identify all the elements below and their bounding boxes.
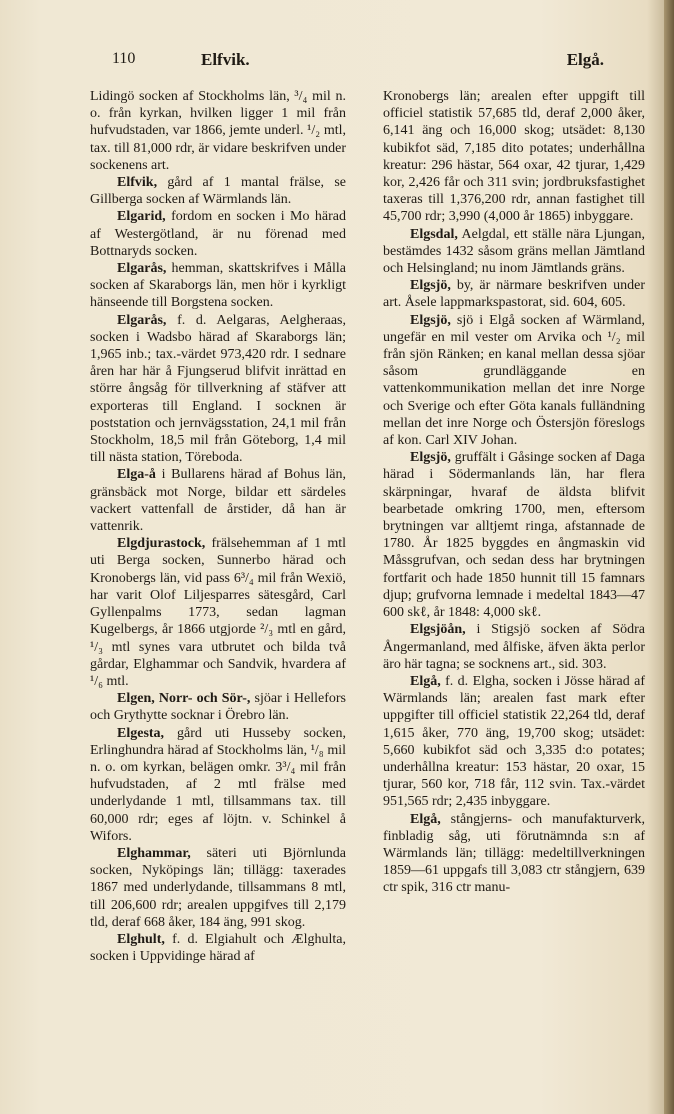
entry: Elgen, Norr- och Sör-, sjöar i Hellefors och Grythytte socknar i Örebro län.: [90, 691, 346, 724]
entry: Elgesta, gård uti Husseby socken, Erlinghundra härad af Stockholms län, ¹/₈ mil n. o. om kyrkan, belägen omkr. 3³/₄ mil från hufvudstaden, af 2 mtl frälse med underlydande 1 mtl, tillsammans tax. till 60,000 rdr; eges af löjtn. v. Schinkel å Wifors.: [90, 725, 346, 844]
left-column: [90, 88, 346, 965]
entry: Elgsjö, by, är närmare beskrifven under art. Åsele lappmarkspastorat, sid. 604, 605.: [383, 278, 645, 311]
entry: Elgsjö, sjö i Elgå socken af Wärmland, ungefär en mil vester om Arvika och ¹/₂ mil från sjön Ränken; en kanal mellan dessa sjöar såsom grundläggande en vattenkommunikation mellan det inre Norge och Sverige och efter Göta kanals fulländning mellan det inre Norge och Östersjön föreslogs af kon. Carl XIV Johan.: [383, 312, 645, 449]
entry: Elgarås, f. d. Aelgaras, Aelgheraas, socken i Wadsbo härad af Skaraborgs län; 1,965 inb.; tax.-värdet 973,420 rdr. I sednare åren har här å Fjungserud blifvit inrättad en större ångsåg för tillverkning af stäfver att exporteras till England. I socknen är poststation och jernvägsstation, 24,1 mil från Stockholm, 18,5 mil från Göteborg, 1,4 mil till nästa station, Töreboda.: [90, 312, 346, 466]
entry: Elgarid, fordom en socken i Mo härad af Westergötland, är nu förenad med Bottnaryds socken.: [90, 209, 346, 259]
entry: Kronobergs län; arealen efter uppgift till officiel statistik 57,685 tld, deraf 2,000 åker, 6,141 äng och 16,000 skog; utsädet: 8,130 kubikfot säd, 7,185 dito potates; underhållna kreatur: 296 hästar, 564 oxar, 42 tjurar, 1,429 kor, 2,426 får och 311 svin; jordbruksfastighet taxeras till 1,376,200 rdr, annan fastighet till 45,700 rdr; 3,990 (4,000 år 1865) inbyggare.: [383, 89, 645, 225]
right-running-head: Elgå.: [566, 50, 604, 69]
entry: Elfvik, gård af 1 mantal frälse, se Gillberga socken af Wärmlands län.: [90, 175, 346, 208]
running-header: [84, 50, 632, 74]
entry: Elgarås, hemman, skattskrifves i Målla socken af Skaraborgs län, men hör i kyrkligt hänseende till Borgstena socken.: [90, 261, 346, 311]
entry: Elga-å i Bullarens härad af Bohus län, gränsbäck mot Norge, bildar ett särdeles vackert vattenfall de årstider, då han är vattenrik.: [90, 467, 346, 535]
entry: Elgsdal, Aelgdal, ett ställe nära Ljungan, bestämdes 1432 såsom gräns mellan Jämtland och Helsingland; nu inom Jämtlands gräns.: [383, 226, 645, 277]
entry: Elgdjurastock, frälsehemman af 1 mtl uti Berga socken, Sunnerbo härad och Kronobergs län, vid pass 6³/₄ mil från Wexiö, har varit Olof Liljesparres sätesgård, Carl Gyllenpalms 1773, sedan lagman Kugelbergs, år 1866 utgjorde ²/₃ mtl en gård, ¹/₃ mtl synes vara utbrutet och bilda två gårdar, Elghammar och Sandvik, hvardera af ¹/₆ mtl.: [90, 536, 346, 689]
entry: Elghammar, säteri uti Björnlunda socken, Nyköpings län; tillägg: taxerades 1867 med underlydande, tillsammans 8 mtl, till 206,600 rdr; arealen uppgifves till 2,179 tld, deraf 668 åker, 184 äng, 991 skog.: [90, 845, 346, 930]
entry: Elgsjöån, i Stigsjö socken af Södra Ångermanland, med ålfiske, äfven äkta perlor äro här tagna; se socknens art., sid. 303.: [383, 622, 645, 672]
right-column: [383, 88, 645, 897]
entry: Elgå, stångjerns- och manufakturverk, finbladig såg, uti förutnämnda s:n af Wärmlands län; tillägg: medeltillverkningen 1859—61 uppgafs till 3,083 ctr stångjern, 639 ctr spik, 316 ctr manu-: [383, 811, 645, 896]
entry: Lidingö socken af Stockholms län, ³/₄ mil n. o. från kyrkan, hvilken ligger 1 mil från hufvudstaden, var 1866, jemte underl. ¹/₂ mtl, tax. till 81,000 rdr, är vidare beskrifven under sockenens art.: [90, 89, 346, 173]
entry: Elgsjö, gruffält i Gåsinge socken af Daga härad i Södermanlands län, har flera skärpningar, hvaraf de äldsta blifvit bearbetade omkring 1700, men, eftersom brytningen var alltjemt ringa, afstannade de 1780. År 1825 byggdes en ångmaskin vid Måssgrufvan, och sedan dess har brytningen fortfarit och hade 1850 hunnit till 15 famnars djup; grufvorna lemnade i medeltal 1843—47 600 skℓ, år 1848: 4,000 skℓ.: [383, 450, 645, 621]
left-running-head: Elfvik.: [201, 50, 250, 69]
page-number: 110: [112, 50, 136, 67]
entry: Elgå, f. d. Elgha, socken i Jösse härad af Wärmlands län; arealen fast mark efter uppgifter till officiel statistik 22,264 tld, deraf 1,615 åker, 770 äng, 19,700 skog; utsädet: 5,660 kubikfot säd och 3,335 d:o potates; underhållna kreatur: 153 hästar, 20 oxar, 15 tjurar, 560 kor, 718 får, 112 svin. Tax.-värdet 951,565 rdr; 2,435 inbyggare.: [383, 673, 645, 810]
entry: Elghult, f. d. Elgiahult och Ælghulta, socken i Uppvidinge härad af: [90, 931, 346, 965]
page-edge: [664, 0, 674, 1114]
